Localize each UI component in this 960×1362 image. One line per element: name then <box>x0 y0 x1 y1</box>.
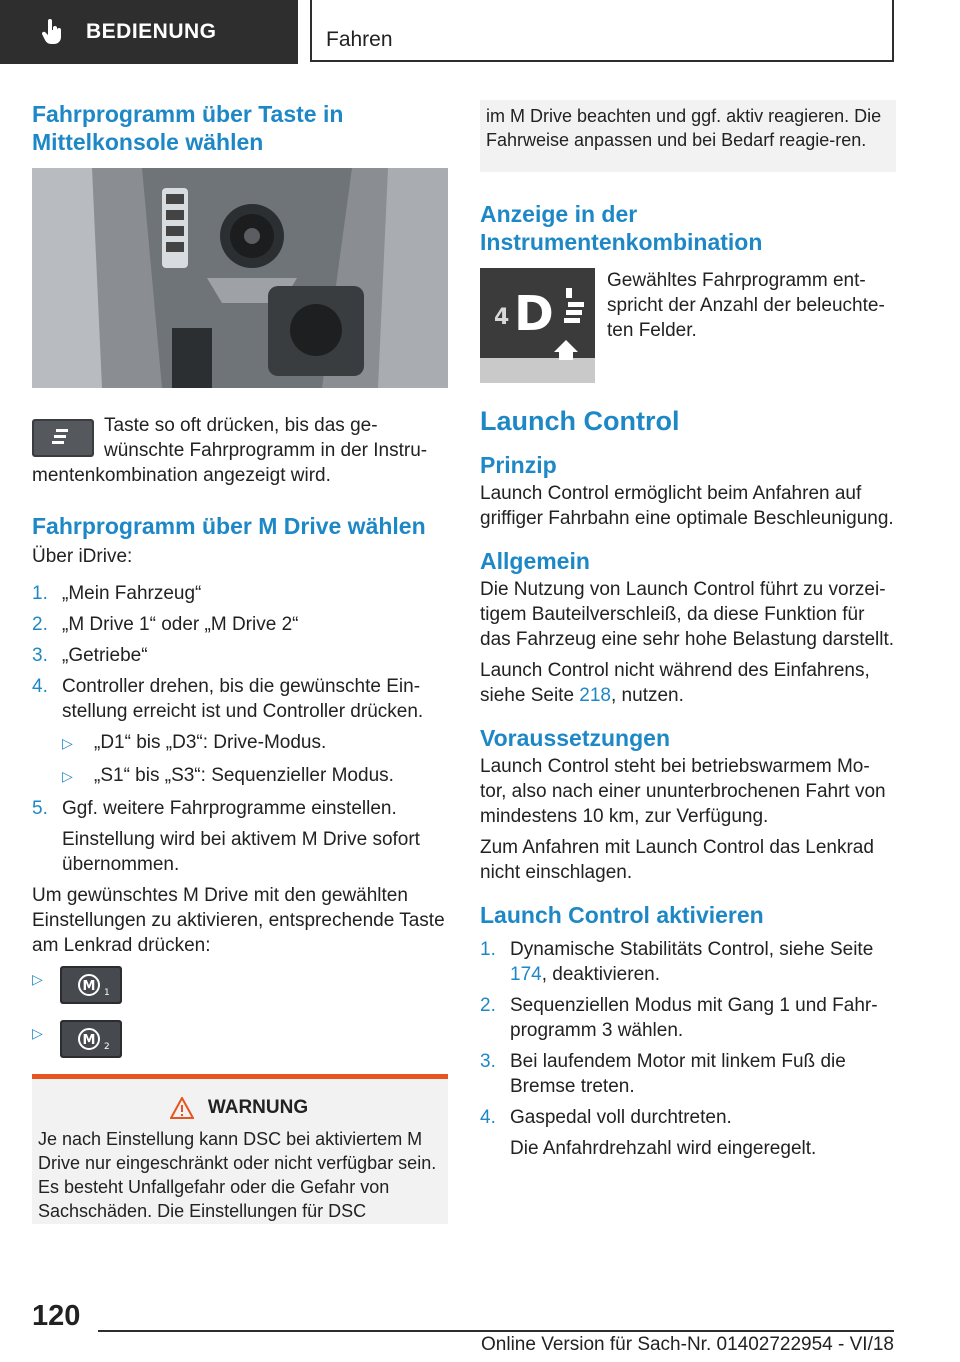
triangle-bullet-icon: ▷ <box>32 1024 43 1041</box>
anzeige-text: Gewähltes Fahrprogramm ent‐spricht der Anzahl der beleuchte‐ten Felder. <box>607 270 885 341</box>
heading-voraussetzungen: Voraussetzungen <box>480 725 670 751</box>
right-column <box>480 100 896 1167</box>
launch-steps <box>480 937 896 1130</box>
list-item: 2. Sequenziellen Modus mit Gang 1 und Fahr‐programm 3 wählen. <box>480 995 878 1041</box>
triangle-bullet-icon: ▷ <box>32 970 43 987</box>
instrument-display-image <box>480 268 595 383</box>
list-item: 4. Gaspedal voll durchtreten. <box>480 1107 732 1128</box>
heading-launch: Launch Control <box>480 406 680 436</box>
vor-text-2: Zum Anfahren mit Launch Control das Lenkrad nicht einschlagen. <box>480 837 874 883</box>
sub-item: ▷ „D1“ bis „D3“: Drive-Modus. <box>62 730 448 755</box>
step5-continuation: Einstellung wird bei aktivem M Drive sofort übernommen. <box>62 829 420 875</box>
anzeige-row <box>480 268 896 383</box>
warning-continuation <box>480 100 896 172</box>
svg-text:2: 2 <box>104 1042 110 1052</box>
warning-title: WARNUNG <box>38 1097 440 1119</box>
heading-taste: Fahrprogramm über Taste in Mittelkonsole wählen <box>32 101 344 155</box>
section-tab <box>0 0 298 64</box>
heading-aktivieren: Launch Control aktivieren <box>480 902 764 928</box>
svg-text:4: 4 <box>494 305 510 330</box>
footer-text: Online Version für Sach-Nr. 01402722954 - VI/18 <box>481 1334 894 1355</box>
mdrive2-row <box>32 1020 448 1058</box>
list-item: 3. „Getriebe“ <box>32 645 148 666</box>
list-item: 1. „Mein Fahrzeug“ <box>32 583 202 604</box>
heading-mdrive: Fahrprogramm über M Drive wählen <box>32 513 426 539</box>
mdrive-steps <box>32 581 448 821</box>
list-item: 2. „M Drive 1“ oder „M Drive 2“ <box>32 614 299 635</box>
list-item: 5. Ggf. weitere Fahrprogramme einstellen. <box>32 798 397 819</box>
warning-triangle-icon <box>170 1097 194 1119</box>
list-item: 4. Controller drehen, bis die gewünschte Ein‐stellung erreicht ist und Controller drücken. ▷ „D1“ bis „D3“: Drive-Modus. ▷ „S1“ bis „S3“: Sequenzieller Modus. <box>32 674 448 788</box>
sub-item: ▷ „S1“ bis „S3“: Sequenzieller Modus. <box>62 763 448 788</box>
ueber-idrive: Über iDrive: <box>32 546 133 567</box>
m2-button-icon <box>60 1020 122 1058</box>
warning-text: Je nach Einstellung kann DSC bei aktiviertem M Drive nur eingeschränkt oder nicht verfügbar sein. Es besteht Unfallgefahr oder die Gefahr von Sachschäden. Die Einstellungen für DSC <box>38 1129 437 1221</box>
warning-box <box>32 1074 448 1224</box>
allgemein-text-1: Die Nutzung von Launch Control führt zu vorzei‐tigem Bauteilverschleiß, da diese Funktion für das Fahrzeug eine sehr hohe Belastung darstellt. <box>480 579 895 650</box>
page-number: 120 <box>32 1300 81 1332</box>
page-link-174[interactable]: 174 <box>510 964 542 985</box>
svg-text:M: M <box>82 979 96 994</box>
center-console-photo <box>32 168 448 388</box>
list-item: 3. Bei laufendem Motor mit linkem Fuß die Bremse treten. <box>480 1051 846 1097</box>
step4-continuation: Die Anfahrdrehzahl wird eingeregelt. <box>510 1138 817 1159</box>
um-text: Um gewünschtes M Drive mit den gewählten Einstellungen zu aktivieren, entsprechende Taste am Lenkrad drücken: <box>32 885 445 956</box>
chapter-title: Fahren <box>326 28 393 51</box>
warning-cont-text: im M Drive beachten und ggf. aktiv reagieren. Die Fahrweise anpassen und bei Bedarf reagie‐ren. <box>486 106 882 150</box>
triangle-bullet-icon: ▷ <box>62 768 73 784</box>
mdrive1-row <box>32 966 448 1004</box>
list-item: 1. Dynamische Stabilitäts Control, siehe Seite 174, deaktivieren. <box>480 939 874 985</box>
vor-text-1: Launch Control steht bei betriebswarmem Mo‐tor, also nach einer ununterbrochenen Fahrt von mindestens 10 km, zur Verfügung. <box>480 756 886 827</box>
m1-button-icon <box>60 966 122 1004</box>
prinzip-text: Launch Control ermöglicht beim Anfahren auf griffiger Fahrbahn eine optimale Beschleunigung. <box>480 483 894 529</box>
heading-prinzip: Prinzip <box>480 452 557 478</box>
allgemein-text-2: Launch Control nicht während des Einfahrens, siehe Seite 218, nutzen. <box>480 660 870 706</box>
heading-anzeige: Anzeige in der Instrumentenkombination <box>480 201 763 255</box>
heading-allgemein: Allgemein <box>480 548 590 574</box>
sub-list <box>62 730 448 788</box>
drive-mode-button-icon <box>32 419 94 457</box>
svg-text:1: 1 <box>104 988 110 998</box>
hand-pointer-icon <box>38 18 66 46</box>
page-link-218[interactable]: 218 <box>579 685 611 706</box>
svg-text:D: D <box>514 286 554 342</box>
chapter-tab <box>310 0 894 62</box>
taste-text: Taste so oft drücken, bis das ge‐wünschte Fahrprogramm in der Instru‐mentenkombination angezeigt wird. <box>32 415 428 486</box>
footer-divider <box>98 1330 894 1332</box>
section-title: BEDIENUNG <box>86 20 217 43</box>
left-column <box>32 100 448 1224</box>
triangle-bullet-icon: ▷ <box>62 735 73 751</box>
svg-text:M: M <box>82 1033 96 1048</box>
